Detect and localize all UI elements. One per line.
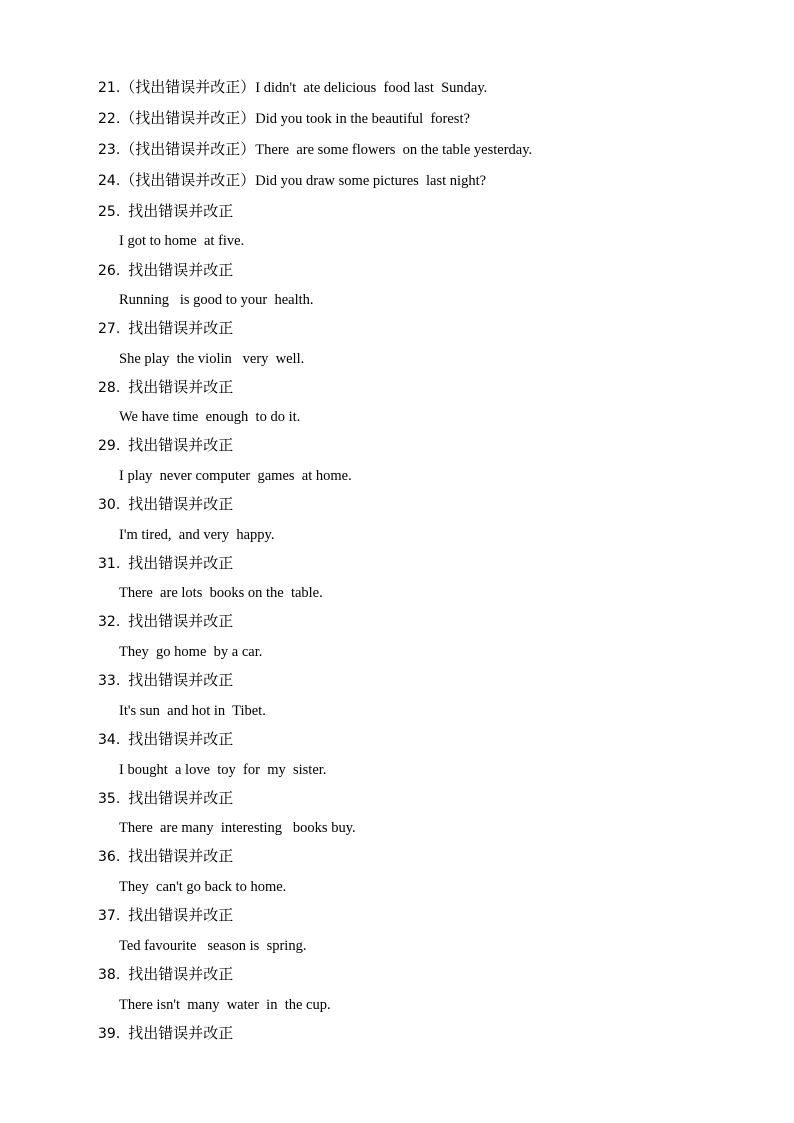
question-21 — [98, 77, 487, 97]
instruction-tag: （找出错误并改正） — [120, 109, 256, 127]
instruction-tag: 找出错误并改正 — [128, 847, 234, 865]
question-number: 25. — [98, 204, 121, 220]
instruction-tag: 找出错误并改正 — [128, 789, 234, 807]
question-sentence: Did you draw some pictures last night? — [255, 173, 487, 189]
question-26-sentence: Running is good to your health. — [119, 292, 314, 308]
question-25-sentence: I got to home at five. — [119, 233, 245, 249]
instruction-tag: 找出错误并改正 — [128, 671, 234, 689]
question-30-heading — [98, 494, 233, 514]
question-32-heading — [98, 611, 233, 631]
question-36-sentence: They can't go back to home. — [119, 879, 287, 895]
question-37-sentence: Ted favourite season is spring. — [119, 938, 307, 954]
question-number: 33. — [98, 673, 121, 689]
question-number: 27. — [98, 321, 121, 337]
instruction-tag: 找出错误并改正 — [128, 730, 234, 748]
instruction-tag: 找出错误并改正 — [128, 495, 234, 513]
instruction-tag: 找出错误并改正 — [128, 906, 234, 924]
instruction-tag: 找出错误并改正 — [128, 965, 234, 983]
question-number: 29. — [98, 438, 121, 454]
question-38-sentence: There isn't many water in the cup. — [119, 997, 331, 1013]
question-sentence: Did you took in the beautiful forest? — [255, 111, 470, 127]
question-number: 37. — [98, 908, 121, 924]
question-35-sentence: There are many interesting books buy. — [119, 820, 356, 836]
question-number: 28. — [98, 380, 121, 396]
question-number: 31. — [98, 556, 121, 572]
instruction-tag: （找出错误并改正） — [120, 140, 256, 158]
question-34-heading — [98, 729, 233, 749]
question-number: 39. — [98, 1026, 121, 1042]
question-number: 24. — [98, 173, 121, 189]
question-number: 21. — [98, 80, 121, 96]
instruction-tag: （找出错误并改正） — [120, 78, 256, 96]
question-number: 35. — [98, 791, 121, 807]
question-sentence: There are some flowers on the table yesterday. — [255, 142, 533, 158]
question-28-heading — [98, 377, 233, 397]
question-27-heading — [98, 318, 233, 338]
question-number: 38. — [98, 967, 121, 983]
question-34-sentence: I bought a love toy for my sister. — [119, 762, 327, 778]
instruction-tag: 找出错误并改正 — [128, 202, 234, 220]
question-26-heading — [98, 260, 233, 280]
instruction-tag: 找出错误并改正 — [128, 612, 234, 630]
question-39-heading — [98, 1023, 233, 1043]
question-number: 34. — [98, 732, 121, 748]
question-29-heading — [98, 435, 233, 455]
question-33-heading — [98, 670, 233, 690]
question-24 — [98, 170, 486, 190]
instruction-tag: 找出错误并改正 — [128, 261, 234, 279]
question-36-heading — [98, 846, 233, 866]
question-27-sentence: She play the violin very well. — [119, 351, 305, 367]
question-29-sentence: I play never computer games at home. — [119, 468, 352, 484]
instruction-tag: 找出错误并改正 — [128, 319, 234, 337]
question-number: 23. — [98, 142, 121, 158]
question-38-heading — [98, 964, 233, 984]
question-30-sentence: I'm tired, and very happy. — [119, 527, 275, 543]
question-32-sentence: They go home by a car. — [119, 644, 263, 660]
question-37-heading — [98, 905, 233, 925]
question-number: 26. — [98, 263, 121, 279]
question-35-heading — [98, 788, 233, 808]
question-28-sentence: We have time enough to do it. — [119, 409, 301, 425]
question-23 — [98, 139, 532, 159]
question-31-sentence: There are lots books on the table. — [119, 585, 323, 601]
instruction-tag: 找出错误并改正 — [128, 1024, 234, 1042]
instruction-tag: 找出错误并改正 — [128, 554, 234, 572]
question-number: 30. — [98, 497, 121, 513]
question-sentence: I didn't ate delicious food last Sunday. — [255, 80, 488, 96]
question-number: 22. — [98, 111, 121, 127]
question-33-sentence: It's sun and hot in Tibet. — [119, 703, 266, 719]
instruction-tag: 找出错误并改正 — [128, 436, 234, 454]
question-31-heading — [98, 553, 233, 573]
question-25-heading — [98, 201, 233, 221]
question-22 — [98, 108, 470, 128]
question-number: 32. — [98, 614, 121, 630]
instruction-tag: 找出错误并改正 — [128, 378, 234, 396]
question-number: 36. — [98, 849, 121, 865]
instruction-tag: （找出错误并改正） — [120, 171, 256, 189]
